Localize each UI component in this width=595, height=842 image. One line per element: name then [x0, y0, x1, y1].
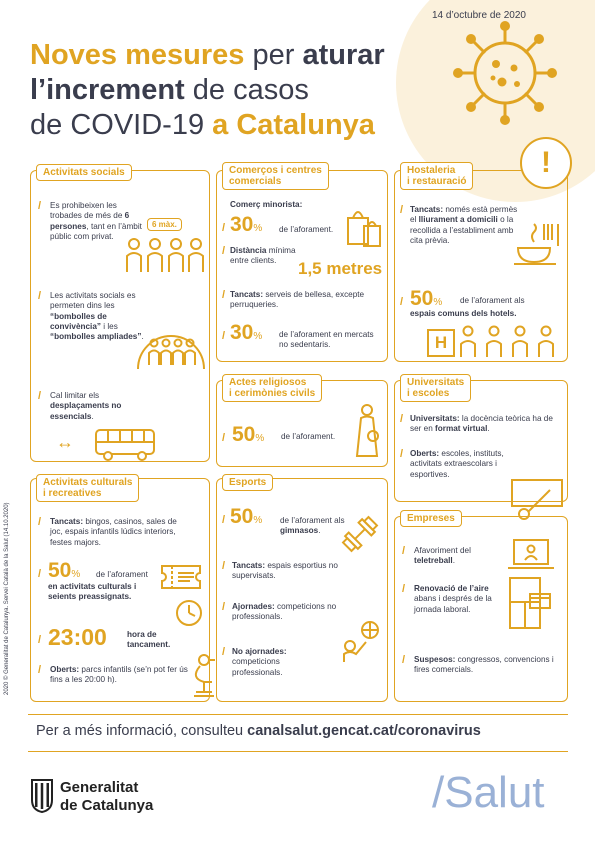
- text-bold: lliurament a domicili: [418, 215, 498, 225]
- ticket-icon: [160, 562, 202, 592]
- hotel-people-icon: [458, 324, 562, 358]
- dumbbell-icon: [340, 514, 380, 554]
- bullet-slash: /: [400, 296, 404, 308]
- text-bold: Universitats:: [410, 414, 460, 423]
- culturals-oberts: [50, 665, 190, 686]
- laptop-video-icon: [506, 538, 556, 572]
- culturals-tancats: [50, 517, 190, 548]
- text: .: [141, 332, 144, 342]
- hostaleria-tancats: [410, 205, 520, 246]
- title-line-1: [30, 38, 385, 73]
- comerc-pct-1-text: de l’aforament.: [279, 225, 334, 234]
- culturals-pct-text: de l’aforament: [96, 570, 148, 579]
- empreses-aire: [414, 584, 506, 615]
- culturals-pct-bold: en activitats culturals i seients preassignats.: [48, 582, 137, 602]
- window-ventilation-icon: [508, 576, 556, 630]
- title-text: de casos: [184, 74, 309, 106]
- text-bold: Renovació de l’aire: [414, 584, 489, 593]
- text-bold: Oberts:: [410, 449, 440, 458]
- text: o la recollida a l’establiment amb cita prèvia.: [410, 215, 514, 245]
- universitats-tag: [400, 374, 471, 402]
- tag-line: i restauració: [407, 176, 467, 187]
- tag-line: i recreatives: [43, 488, 102, 499]
- tag-line: Universitats: [407, 377, 465, 388]
- date-label: 14 d’octubre de 2020: [432, 10, 526, 21]
- comerc-pct-1: [230, 214, 262, 239]
- distance-value: 1,5 metres: [298, 259, 383, 278]
- tag-line: Activitats culturals: [43, 477, 133, 488]
- title-line-2: [30, 73, 309, 108]
- bullet-slash: /: [222, 245, 226, 257]
- bullet-slash: /: [222, 330, 226, 342]
- text: de l’aforament als: [280, 516, 345, 525]
- pct-sign: %: [253, 331, 263, 342]
- bullet-slash: /: [38, 516, 42, 528]
- pct-sign: %: [255, 433, 265, 444]
- tag-line: Comerços i centres: [229, 165, 322, 176]
- religiosos-pct-text: de l’aforament.: [281, 432, 336, 441]
- hotel-icon: H: [427, 329, 455, 357]
- text: .: [91, 411, 94, 421]
- bullet-slash: /: [402, 583, 406, 595]
- text-bold: “bombolles ampliades”: [50, 332, 142, 342]
- text-bold: teletreball: [414, 556, 453, 566]
- title-text: per: [244, 39, 303, 71]
- hostaleria-pct-text: de l’aforament als: [460, 296, 525, 305]
- text: parcs infantils (se’n pot fer ús fins a les 20:00 h).: [50, 665, 188, 685]
- text-bold: No ajornades:: [232, 647, 287, 656]
- title-text-bold: l’increment: [30, 74, 185, 106]
- max-badge: 6 màx.: [147, 218, 182, 231]
- text: bingos, casinos, sales de joc, espais infantils lúdics interiors, festes majors.: [50, 517, 177, 547]
- text-bold: Distància: [230, 246, 267, 255]
- salut-logo: /Salut: [432, 768, 545, 817]
- bus-icon: [94, 426, 156, 462]
- comerc-pct-2: [230, 322, 262, 347]
- text: .: [452, 556, 455, 566]
- religiosos-pct: [232, 424, 264, 449]
- text-bold: Tancats:: [230, 290, 264, 299]
- generalitat-name-line-2: de Catalunya: [60, 797, 154, 814]
- empreses-teletreball: [414, 546, 498, 567]
- pct-sign: %: [253, 515, 263, 526]
- pct-value: 50: [230, 505, 254, 528]
- text: serveis de bellesa, excepte perruqueries.: [230, 290, 365, 310]
- bullet-slash: /: [222, 646, 226, 658]
- esports-tag: Esports: [222, 474, 273, 491]
- bullet-slash: /: [402, 545, 406, 557]
- player-ball-icon: [340, 620, 380, 664]
- universitats-text: [410, 414, 558, 435]
- info-link[interactable]: canalsalut.gencat.cat/coronavirus: [247, 723, 481, 739]
- dish-cutlery-icon: [512, 222, 562, 270]
- text: .: [487, 424, 490, 434]
- clock-icon: [174, 598, 204, 628]
- text: competicions no professionals.: [232, 602, 337, 622]
- bullet-slash: /: [38, 568, 42, 580]
- text-bold: “bombolles de convivència”: [50, 311, 107, 331]
- tag-line: i escoles: [407, 388, 450, 399]
- group-people-icon: [124, 236, 206, 276]
- text-bold: Ajornades:: [232, 602, 275, 611]
- title-highlight: a Catalunya: [212, 109, 375, 141]
- pct-value: 50: [410, 287, 434, 310]
- virus-icon: [450, 18, 560, 128]
- tag-line: comercials: [229, 176, 282, 187]
- bullet-slash: /: [400, 448, 404, 460]
- socials-bullet-2: [50, 291, 146, 342]
- title-text-bold: aturar: [302, 39, 385, 71]
- title-line-3: [30, 108, 375, 143]
- bullet-slash: /: [38, 634, 42, 646]
- text: la docència teòrica ha de ser en: [410, 414, 553, 434]
- empreses-suspesos: [414, 655, 562, 676]
- text: només està permès el: [410, 205, 518, 225]
- bullet-slash: /: [222, 432, 226, 444]
- empreses-tag: Empreses: [400, 510, 462, 527]
- pct-value: 30: [230, 321, 254, 344]
- divider: [28, 714, 568, 715]
- text: , tant en l’àmbit públic com privat.: [50, 221, 142, 241]
- bullet-slash: /: [400, 204, 404, 216]
- text-bold: 6 persones: [50, 211, 130, 231]
- bubble-group-icon: [134, 315, 208, 373]
- closing-time: 23:00: [48, 624, 107, 650]
- pct-value: 30: [230, 213, 254, 236]
- text: .: [318, 526, 321, 536]
- esports-tancats: [232, 561, 372, 582]
- socials-tag: Activitats socials: [36, 164, 132, 181]
- text: mínima entre clients.: [230, 246, 296, 266]
- text-bold: Suspesos:: [414, 655, 456, 664]
- text: Per a més informació, consulteu: [36, 723, 248, 739]
- esports-ajornades: [232, 602, 350, 623]
- text: congressos, convencions i fires comercials.: [414, 655, 554, 675]
- pct-value: 50: [232, 423, 256, 446]
- socials-bullet-3: [50, 391, 160, 422]
- comerc-label: Comerç minorista:: [230, 200, 303, 209]
- copyright-vertical: 2020 © Generalitat de Catalunya. Servei Català de la Salut (14.10.2020): [4, 502, 10, 695]
- pct-value: 50: [48, 559, 72, 582]
- tag-line: i cerimònies civils: [229, 388, 316, 399]
- escoles-text: [410, 449, 510, 480]
- pct-sign: %: [71, 569, 81, 580]
- esports-no-ajornades: [232, 647, 320, 678]
- bullet-slash: /: [402, 654, 406, 666]
- text-bold: Tancats:: [50, 517, 84, 526]
- title-text: de COVID-19: [30, 109, 213, 141]
- text: Afavoriment del: [414, 546, 471, 555]
- generalitat-logo-icon: [30, 778, 54, 814]
- text: espais esportius no supervisats.: [232, 561, 338, 581]
- text: abans i després de la jornada laboral.: [414, 594, 492, 614]
- text: Es prohibeixen les trobades de més de: [50, 201, 125, 221]
- text: competicions professionals.: [232, 657, 283, 677]
- text: Les activitats socials es permeten dins les: [50, 291, 136, 311]
- comerc-pct-2-text: de l’aforament en mercats no sedentaris.: [279, 330, 374, 350]
- bullet-slash: /: [400, 413, 404, 425]
- bullet-slash: /: [38, 200, 42, 212]
- bullet-slash: /: [222, 601, 226, 613]
- text: escoles, instituts, activitats extraescolars i esportives.: [410, 449, 504, 479]
- text-bold: Oberts:: [50, 665, 80, 674]
- pct-sign: %: [253, 223, 263, 234]
- text-bold: Tancats:: [410, 205, 444, 214]
- pct-sign: %: [433, 297, 443, 308]
- hostaleria-tag: [400, 162, 473, 190]
- double-arrow-icon: ↔: [56, 432, 74, 452]
- text: i les: [100, 321, 118, 331]
- playground-duck-icon: [188, 652, 218, 698]
- text-bold: Tancats:: [232, 561, 266, 570]
- more-info-line: [36, 723, 481, 739]
- text-bold: gimnasos: [280, 526, 319, 536]
- religiosos-tag: [222, 374, 322, 402]
- closing-time-text: hora de tancament.: [127, 630, 171, 650]
- shopping-bags-icon: [346, 204, 382, 248]
- bride-bouquet-icon: [355, 402, 383, 458]
- generalitat-name-line-1: Generalitat: [60, 779, 139, 796]
- bullet-slash: /: [222, 514, 226, 526]
- bullet-slash: /: [222, 222, 226, 234]
- bullet-slash: /: [38, 390, 42, 402]
- text-bold: format virtual: [435, 424, 488, 434]
- hostaleria-pct-bold: espais comuns dels hotels.: [410, 309, 517, 318]
- esports-pct: [230, 506, 262, 531]
- comercos-tag: [222, 162, 329, 190]
- tag-line: Actes religiosos: [229, 377, 307, 388]
- comerc-distance-text: [230, 246, 300, 267]
- divider: [28, 751, 568, 752]
- alert-icon: !: [520, 137, 572, 189]
- tag-line: Hostaleria: [407, 165, 456, 176]
- bullet-slash: /: [222, 560, 226, 572]
- title-highlight: Noves mesures: [30, 39, 245, 71]
- bullet-slash: /: [38, 664, 42, 676]
- culturals-tag: [36, 474, 139, 502]
- bullet-slash: /: [222, 289, 226, 301]
- bullet-slash: /: [38, 290, 42, 302]
- comerc-tancats: [230, 290, 370, 311]
- text-bold: desplaçaments no essencials: [50, 401, 122, 421]
- text: Cal limitar els: [50, 391, 100, 400]
